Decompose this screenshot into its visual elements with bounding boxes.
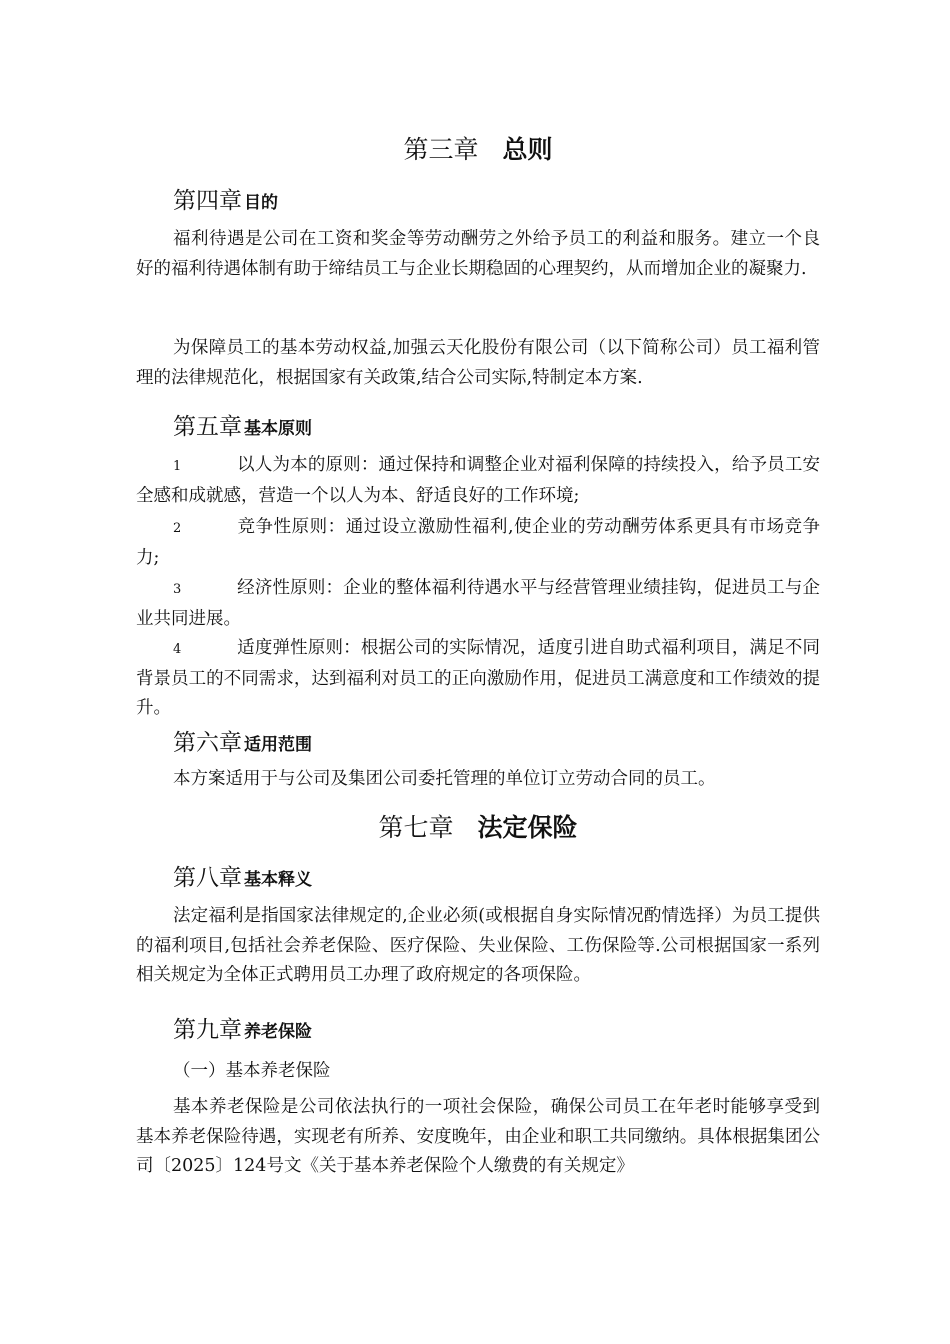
section-heading-purpose	[173, 187, 278, 217]
principle-item	[136, 513, 820, 573]
subheading-basic-pension: （一）基本养老保险	[173, 1061, 331, 1081]
chapter-name: 总则	[502, 135, 553, 164]
paragraph-scope: 本方案适用于与公司及集团公司委托管理的单位订立劳动合同的员工。	[173, 769, 716, 789]
principle-text: 适度弹性原则：根据公司的实际情况，适度引进自助式福利项目，满足不同背景员工的不同需求，达到福利对员工的正向激励作用，促进员工满意度和工作绩效的提升。	[136, 638, 820, 718]
principle-text: 经济性原则：企业的整体福利待遇水平与经营管理业绩挂钩，促进员工与企业共同进展。	[136, 578, 820, 629]
paragraph-definition: 法定福利是指国家法律规定的,企业必须(或根据自身实际情况酌情选择）为员工提供的福利项目,包括社会养老保险、医疗保险、失业保险、工伤保险等.公司根据国家一系列相关规定为全体正式聘用员工办理了政府规定的各项保险。	[136, 906, 820, 985]
chapter-heading-statutory-insurance	[136, 813, 820, 843]
section-number: 第八章	[173, 865, 242, 891]
principle-text: 竞争性原则：通过设立激励性福利,使企业的劳动酬劳体系更具有市场竞争力;	[136, 517, 820, 568]
principle-item	[136, 451, 820, 511]
paragraph-basic-pension: 基本养老保险是公司依法执行的一项社会保险，确保公司员工在年老时能够享受到基本养老保险待遇，实现老有所养、安度晚年，由企业和职工共同缴纳。具体根据集团公司〔2025〕124号文《关于基本养老保险个人缴费的有关规定》	[136, 1097, 820, 1176]
section-name: 目的	[244, 193, 278, 213]
principle-text: 以人为本的原则：通过保持和调整企业对福利保障的持续投入，给予员工安全感和成就感，营造一个以人为本、舒适良好的工作环境;	[136, 455, 820, 506]
section-heading-definition	[173, 864, 312, 894]
principle-number: 4	[173, 642, 182, 657]
section-name: 养老保险	[244, 1022, 312, 1042]
principle-item	[136, 574, 820, 634]
section-name: 适用范围	[244, 735, 312, 755]
section-number: 第五章	[173, 414, 242, 440]
chapter-number: 第七章	[378, 813, 454, 842]
section-name: 基本释义	[244, 870, 312, 890]
section-number: 第六章	[173, 730, 242, 756]
chapter-heading-general	[136, 135, 820, 165]
section-heading-scope	[173, 729, 312, 759]
principle-number: 3	[173, 582, 182, 597]
chapter-number: 第三章	[403, 135, 479, 164]
paragraph-purpose-2: 为保障员工的基本劳动权益,加强云天化股份有限公司（以下简称公司）员工福利管理的法律规范化，根据国家有关政策,结合公司实际,特制定本方案.	[136, 338, 820, 388]
section-number: 第四章	[173, 188, 242, 214]
section-heading-pension	[173, 1016, 312, 1046]
chapter-name: 法定保险	[477, 813, 578, 842]
principle-number: 2	[173, 521, 182, 536]
section-number: 第九章	[173, 1017, 242, 1043]
section-heading-principles	[173, 413, 312, 443]
paragraph-purpose-1: 福利待遇是公司在工资和奖金等劳动酬劳之外给予员工的利益和服务。建立一个良好的福利待遇体制有助于缔结员工与企业长期稳固的心理契约，从而增加企业的凝聚力.	[136, 229, 820, 279]
principle-number: 1	[173, 459, 182, 474]
section-name: 基本原则	[244, 419, 312, 439]
principle-item	[136, 634, 820, 724]
